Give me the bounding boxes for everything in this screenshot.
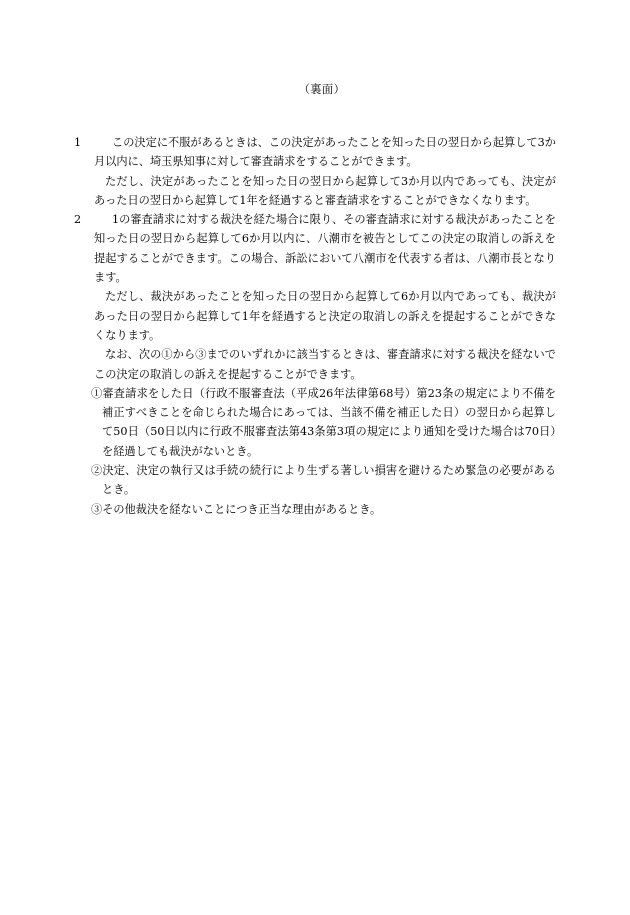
list-item-2 (74, 210, 556, 384)
item-number: 2 (74, 213, 82, 227)
page-heading: （裏面） (298, 83, 346, 96)
paragraph: この決定に不服があるときは、この決定があったことを知った日の翌日から起算して3か月以内に、埼玉県知事に対して審査請求をすることができます。 (94, 136, 556, 169)
list-item-1 (74, 133, 556, 210)
paragraph: ただし、裁決があったことを知った日の翌日から起算して6か月以内であっても、裁決があった日の翌日から起算して1年を経過すると決定の取消しの訴えを提起することができなくなります。 (94, 290, 556, 342)
item-number: 1 (74, 136, 82, 149)
document-body (74, 133, 556, 519)
paragraph: 1の審査請求に対する裁決を経た場合に限り、その審査請求に対する裁決があったことを知った日の翌日から起算して6か月以内に、八潮市を被告としてこの決定の取消しの訴えを提起することができます。この場合、訴訟において八潮市を代表する者は、八潮市長となります。 (94, 213, 556, 285)
sub-item-1: ①審査請求をした日（行政不服審査法（平成26年法律第68号）第23条の規定により不備を補正すべきことを命じられた場合にあっては、当該不備を補正した日）の翌日から起算して50日（50日以内に行政不服審査法第43条第3項の規定により通知を受けた場合は70日）を経過しても裁決がないとき。 (91, 386, 556, 458)
sub-item-2: ②決定、決定の執行又は手続の続行により生ずる著しい損害を避けるため緊急の必要があるとき。 (91, 464, 556, 497)
paragraph: なお、次の①から③までのいずれかに該当するときは、審査請求に対する裁決を経ないでこの決定の取消しの訴えを提起することができます。 (94, 348, 556, 381)
sub-item-3: ③その他裁決を経ないことにつき正当な理由があるとき。 (91, 502, 382, 516)
paragraph: ただし、決定があったことを知った日の翌日から起算して3か月以内であっても、決定があった日の翌日から起算して1年を経過すると審査請求をすることができなくなります。 (94, 174, 556, 207)
